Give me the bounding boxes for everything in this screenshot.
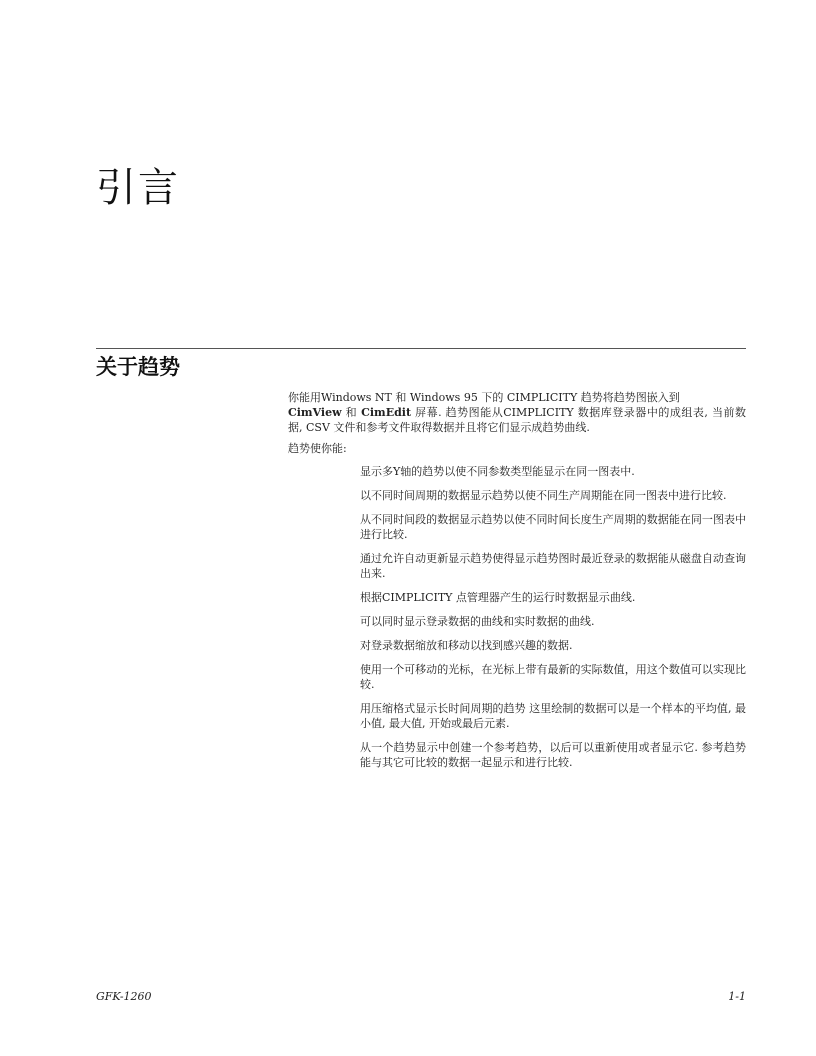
list-item: 根据CIMPLICITY 点管理器产生的运行时数据显示曲线. xyxy=(360,591,636,604)
list-item: 对登录数据缩放和移动以找到感兴趣的数据. xyxy=(360,639,573,652)
intro-text-2: 屏幕. 趋势图能从CIMPLICITY 数据库登录器中的成组表, 当前数据, CSV 文件和参考文件取得数据并且将它们显示成趋势曲线. xyxy=(288,406,746,434)
intro-paragraph xyxy=(288,390,746,435)
section-title: 关于趋势 xyxy=(96,355,180,379)
section-body xyxy=(288,390,746,779)
list-item: 用压缩格式显示长时间周期的趋势 这里绘制的数据可以是一个样本的平均值, 最小值, 最大值, 开始或最后元素. xyxy=(360,702,746,730)
list-item: 从不同时间段的数据显示趋势以使不同时间长度生产周期的数据能在同一图表中进行比较. xyxy=(360,513,746,541)
list-item: 可以同时显示登录数据的曲线和实时数据的曲线. xyxy=(360,615,595,628)
intro-text-1: 你能用Windows NT 和 Windows 95 下的 CIMPLICITY 趋势将趋势图嵌入到 xyxy=(288,391,680,404)
cimedit-term: CimEdit xyxy=(361,406,412,419)
capabilities-list xyxy=(288,464,746,770)
chapter-title: 引言 xyxy=(96,165,180,211)
list-item: 以不同时间周期的数据显示趋势以使不同生产周期能在同一图表中进行比较. xyxy=(360,489,727,502)
list-item: 显示多Y轴的趋势以使不同参数类型能显示在同一图表中. xyxy=(360,465,635,478)
intro-and: 和 xyxy=(341,406,362,419)
document-id: GFK-1260 xyxy=(96,990,152,1003)
list-item: 使用一个可移动的光标，在光标上带有最新的实际数值，用这个数值可以实现比较. xyxy=(360,663,746,691)
cimview-term: CimView xyxy=(288,406,342,419)
list-item: 从一个趋势显示中创建一个参考趋势，以后可以重新使用或者显示它. 参考趋势能与其它可比较的数据一起显示和进行比较. xyxy=(360,741,746,769)
capabilities-lead: 趋势使你能: xyxy=(288,442,347,455)
section-divider xyxy=(96,348,746,349)
page-footer xyxy=(96,990,746,1006)
page-number: 1-1 xyxy=(728,990,746,1003)
list-item: 通过允许自动更新显示趋势使得显示趋势图时最近登录的数据能从磁盘自动查询出来. xyxy=(360,552,746,580)
